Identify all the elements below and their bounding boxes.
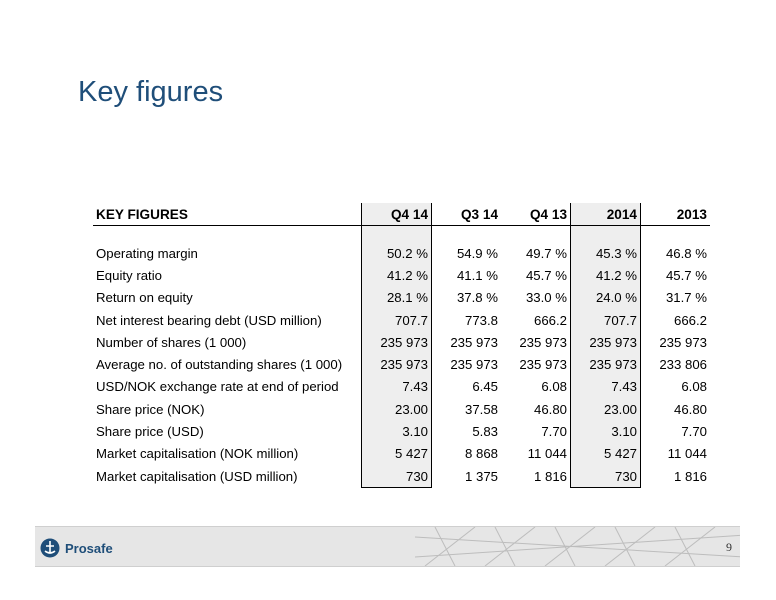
table-cell: 41.1 %: [456, 267, 498, 283]
spacer-cell: [362, 226, 432, 243]
table-cell: 45.3 %: [571, 242, 641, 264]
table-row: [93, 309, 710, 331]
table-row: [93, 287, 710, 309]
table-header-row: [93, 203, 710, 226]
table-cell: 235 973: [519, 357, 567, 373]
table-cell: 3.10: [571, 420, 641, 442]
table-row: [93, 420, 710, 442]
table-cell: 1 816: [673, 468, 707, 484]
table-cell: 41.2 %: [571, 264, 641, 286]
column-header: 2013: [641, 203, 711, 226]
table-cell: 7.70: [541, 424, 567, 440]
table-cell: 6.08: [541, 379, 567, 395]
spacer-row: [93, 226, 710, 243]
table-cell: 235 973: [571, 331, 641, 353]
key-figures-table: [93, 203, 710, 488]
table-cell: 7.70: [681, 424, 707, 440]
table-row: [93, 353, 710, 375]
table-cell: 6.08: [681, 379, 707, 395]
table-cell: 5 427: [571, 443, 641, 465]
table-cell: 5.83: [472, 424, 498, 440]
row-label: Number of shares (1 000): [96, 334, 247, 350]
table-cell: 235 973: [362, 353, 432, 375]
table-cell: 50.2 %: [362, 242, 432, 264]
table-cell: 7.43: [362, 376, 432, 398]
table-cell: 707.7: [571, 309, 641, 331]
table-cell: 666.2: [533, 312, 567, 328]
table-row: [93, 465, 710, 488]
row-label: USD/NOK exchange rate at end of period: [96, 379, 339, 395]
table-cell: 33.0 %: [525, 290, 567, 306]
table-row: [93, 398, 710, 420]
table-cell: 8 868: [464, 446, 498, 462]
row-label: Return on equity: [96, 290, 193, 306]
spacer-cell: [432, 226, 502, 243]
table-cell: 773.8: [464, 312, 498, 328]
table-cell: 45.7 %: [525, 267, 567, 283]
table-cell: 45.7 %: [665, 267, 707, 283]
table-row: [93, 264, 710, 286]
table-cell: 23.00: [362, 398, 432, 420]
decorative-pattern: [415, 527, 740, 566]
table-header-label: KEY FIGURES: [93, 203, 362, 226]
column-header: 2014: [571, 203, 641, 226]
table-cell: 666.2: [673, 312, 707, 328]
table-cell: 6.45: [472, 379, 498, 395]
column-header: Q4 14: [362, 203, 432, 226]
row-label: Market capitalisation (USD million): [96, 468, 298, 484]
row-label: Share price (USD): [96, 424, 204, 440]
table-cell: 1 816: [533, 468, 567, 484]
table-cell: 730: [362, 465, 432, 488]
table-cell: 11 044: [527, 446, 567, 462]
table-cell: 49.7 %: [525, 245, 567, 261]
column-header: Q4 13: [501, 203, 571, 226]
table-cell: 235 973: [519, 334, 567, 350]
prosafe-logo-icon: [40, 538, 60, 558]
table-cell: 37.58: [464, 401, 498, 417]
table-cell: 46.80: [533, 401, 567, 417]
logo-text: Prosafe: [65, 540, 113, 556]
spacer-cell: [571, 226, 641, 243]
row-label: Net interest bearing debt (USD million): [96, 312, 322, 328]
table-row: [93, 376, 710, 398]
footer-bar: [35, 526, 740, 567]
table-cell: 41.2 %: [362, 264, 432, 286]
spacer-cell: [641, 226, 711, 243]
table-cell: 31.7 %: [665, 290, 707, 306]
table-cell: 37.8 %: [456, 290, 498, 306]
page-number: 9: [726, 540, 732, 554]
row-label: Share price (NOK): [96, 401, 205, 417]
column-header: Q3 14: [432, 203, 502, 226]
row-label: Equity ratio: [96, 267, 162, 283]
table-cell: 235 973: [362, 331, 432, 353]
spacer-cell: [93, 226, 362, 243]
row-label: Operating margin: [96, 245, 198, 261]
row-label: Average no. of outstanding shares (1 000): [96, 357, 343, 373]
spacer-cell: [501, 226, 571, 243]
table-cell: 11 044: [667, 446, 707, 462]
table-cell: 23.00: [571, 398, 641, 420]
table-cell: 1 375: [464, 468, 498, 484]
slide-title: Key figures: [78, 76, 224, 108]
table-cell: 5 427: [362, 443, 432, 465]
table-cell: 54.9 %: [456, 245, 498, 261]
table-cell: 233 806: [659, 357, 707, 373]
table-cell: 24.0 %: [571, 287, 641, 309]
table-cell: 46.8 %: [665, 245, 707, 261]
table-cell: 235 973: [450, 334, 498, 350]
table-cell: 7.43: [571, 376, 641, 398]
table-cell: 235 973: [571, 353, 641, 375]
table-cell: 235 973: [659, 334, 707, 350]
table-cell: 235 973: [450, 357, 498, 373]
prosafe-logo: [40, 538, 113, 558]
table-cell: 28.1 %: [362, 287, 432, 309]
table-cell: 46.80: [673, 401, 707, 417]
table-row: [93, 331, 710, 353]
table-cell: 707.7: [362, 309, 432, 331]
row-label: Market capitalisation (NOK million): [96, 446, 299, 462]
table-row: [93, 242, 710, 264]
table-row: [93, 443, 710, 465]
table-cell: 3.10: [362, 420, 432, 442]
table-cell: 730: [571, 465, 641, 488]
